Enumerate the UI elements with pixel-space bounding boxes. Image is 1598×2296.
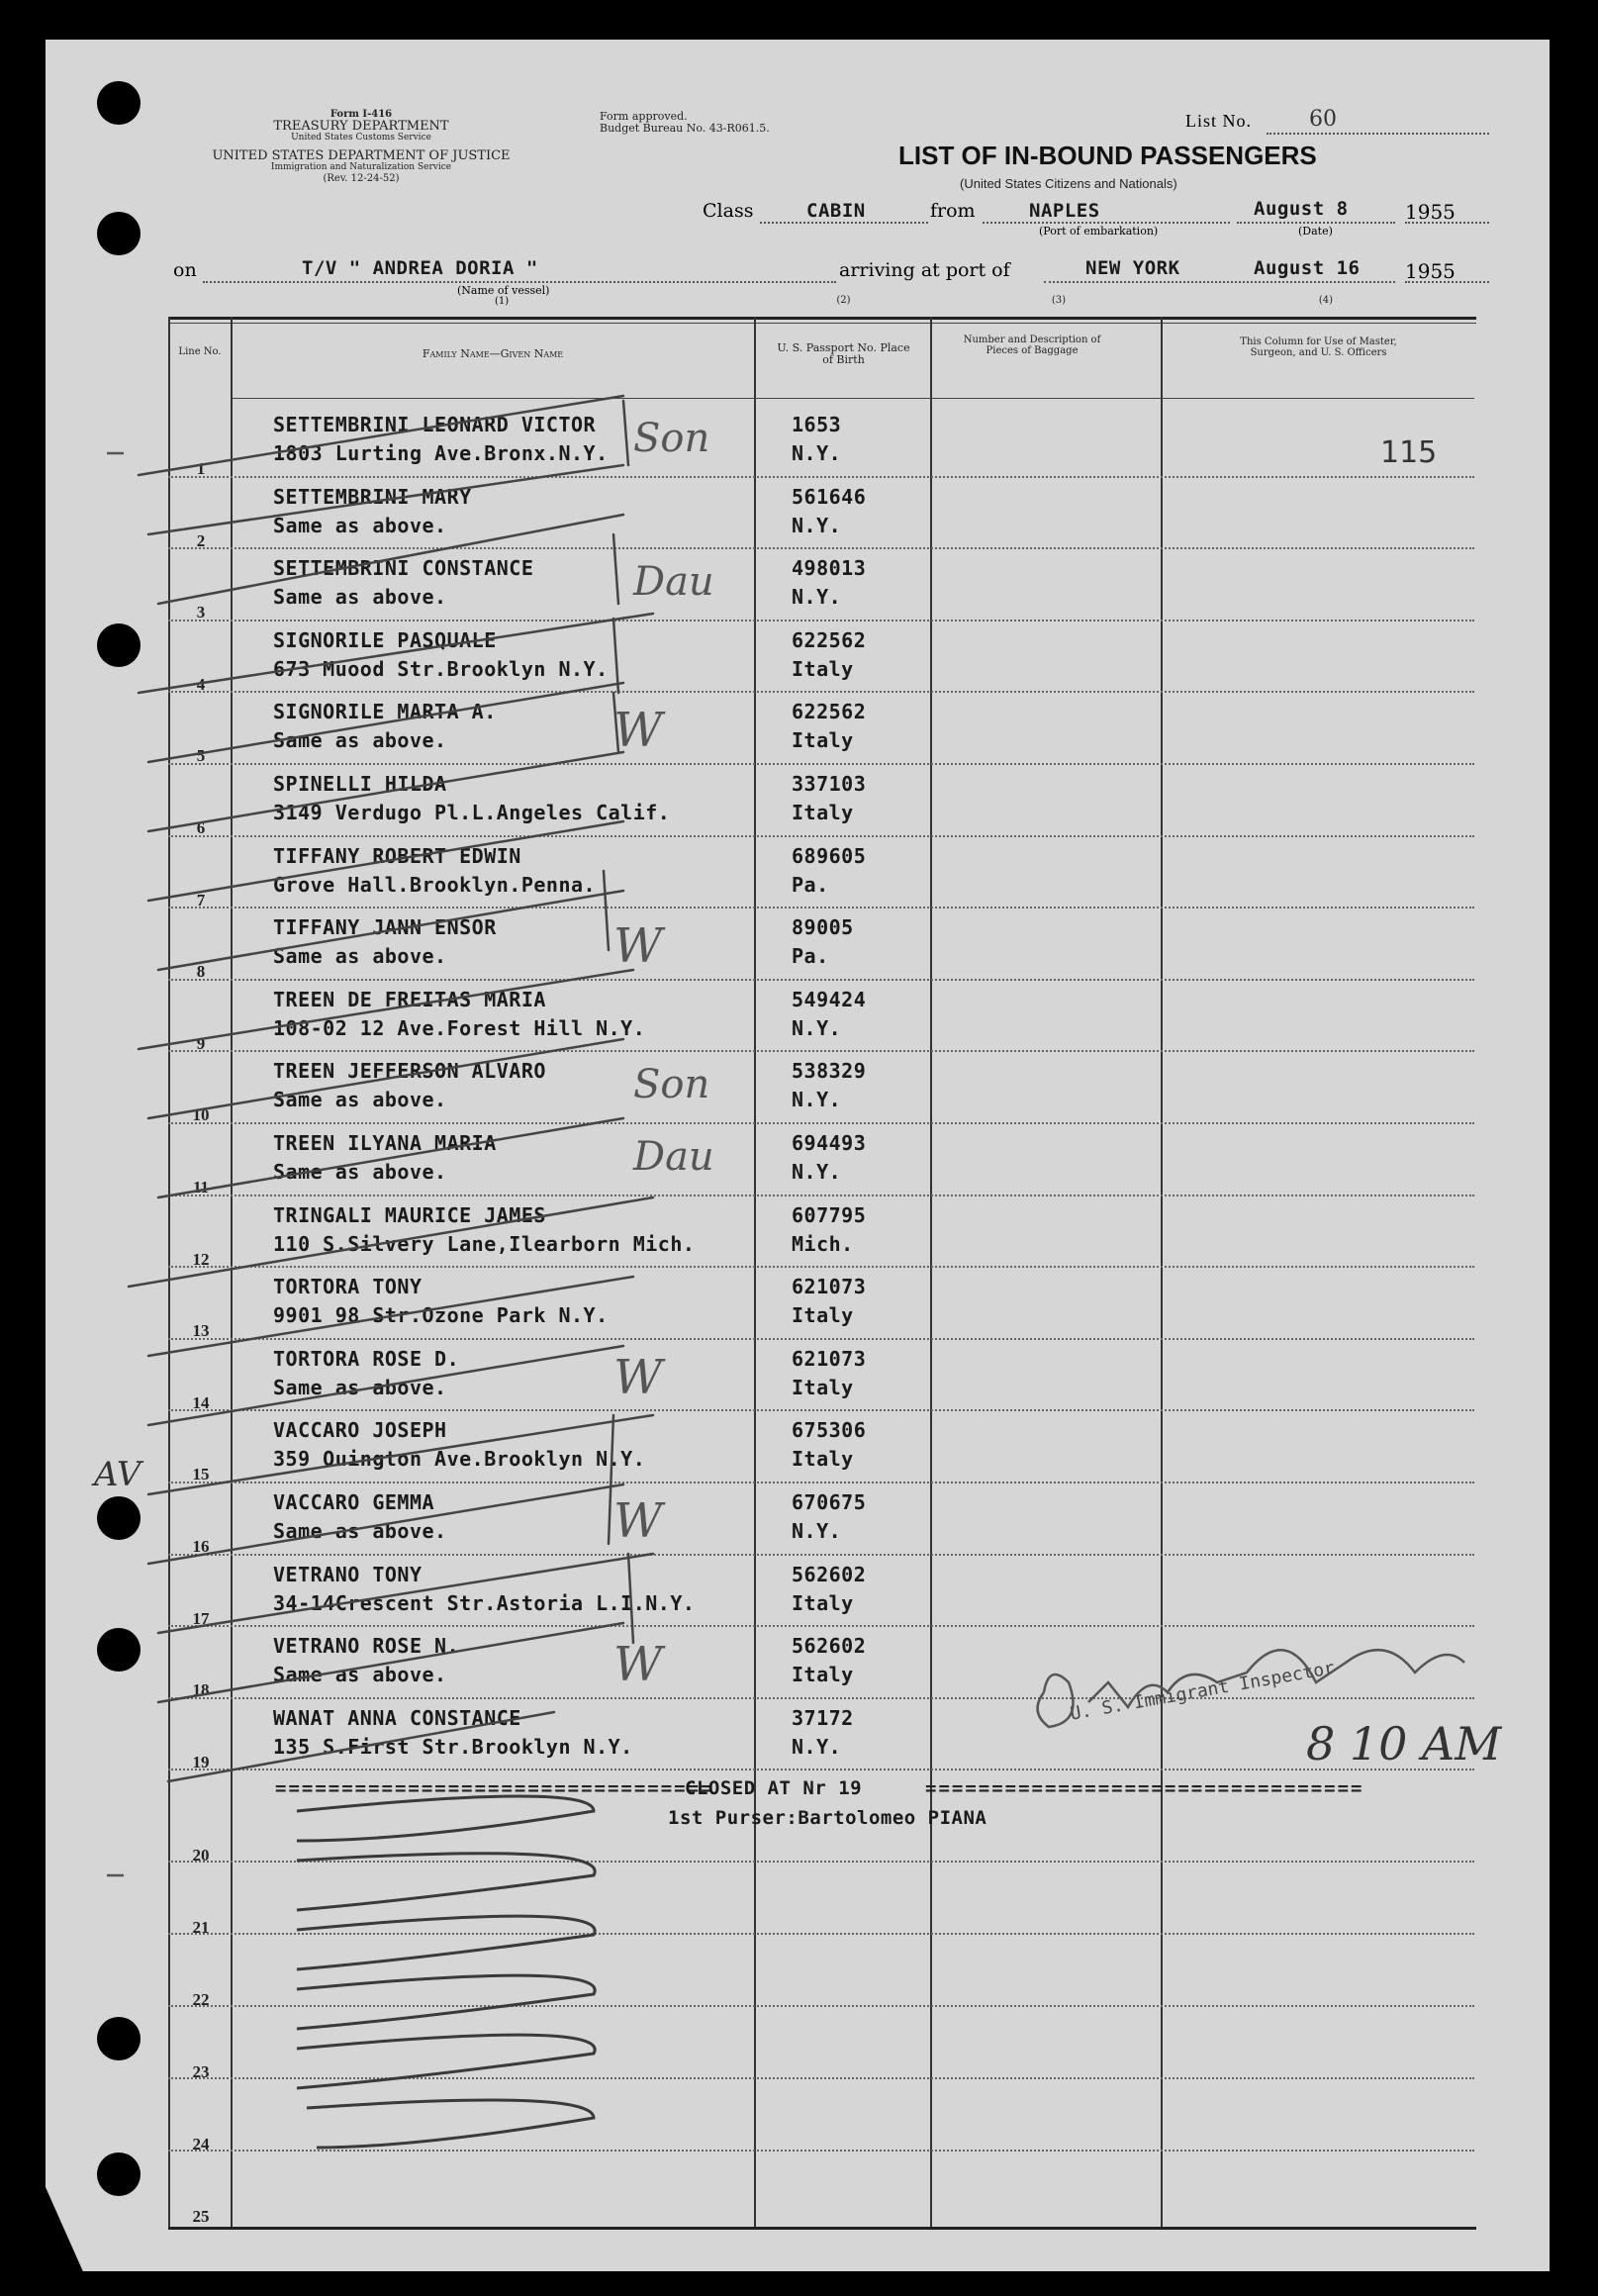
line-number: 14 xyxy=(192,1392,210,1412)
vessel-column-number: (1) xyxy=(495,296,510,307)
passenger-name: VETRANO ROSE N. xyxy=(273,1634,460,1659)
handwritten-note: Son xyxy=(633,1062,710,1108)
place-of-birth: N.Y. xyxy=(792,1519,842,1543)
passport-number: 538329 xyxy=(792,1059,867,1084)
col-header-passport: U. S. Passport No. Place of Birth xyxy=(777,341,910,367)
passport-number: 498013 xyxy=(792,556,867,581)
check-strokes xyxy=(129,396,653,1781)
place-of-birth: N.Y. xyxy=(792,585,842,610)
line-number: 9 xyxy=(196,1033,206,1053)
line-number: 3 xyxy=(196,603,206,622)
closing-rule-right: ================================= xyxy=(925,1777,1364,1799)
revision: (Rev. 12-24-52) xyxy=(323,173,400,185)
passenger-name: TREEN ILYANA MARIA xyxy=(273,1131,497,1155)
place-of-birth: Italy xyxy=(792,1663,854,1687)
line-number: 25 xyxy=(192,2207,210,2226)
line-number: 16 xyxy=(192,1537,210,1556)
passenger-name: TRINGALI MAURICE JAMES xyxy=(273,1202,546,1227)
passenger-address: Same as above. xyxy=(273,1519,447,1543)
passenger-address: Same as above. xyxy=(273,944,447,969)
passenger-address: Same as above. xyxy=(273,1375,447,1399)
closing-rule-left: ================================= xyxy=(275,1777,714,1799)
place-of-birth: Italy xyxy=(792,1447,854,1472)
handwritten-note: W xyxy=(613,1493,663,1549)
line-number: 11 xyxy=(192,1178,210,1196)
passenger-address: 108-02 12 Ave.Forest Hill N.Y. xyxy=(273,1015,646,1040)
passenger-name: SETTEMBRINI LEONARD VICTOR xyxy=(273,413,597,436)
handwritten-note: Dau xyxy=(633,1134,714,1180)
class-value: CABIN xyxy=(806,200,866,222)
passport-number: 37172 xyxy=(792,1705,854,1730)
inspector-signature xyxy=(1038,1650,1464,1727)
passport-number: 621073 xyxy=(792,1275,867,1299)
page-title: LIST OF IN-BOUND PASSENGERS xyxy=(898,141,1317,170)
col-header-officers: This Column for Use of Master, Surgeon, and U. S. Officers xyxy=(1240,336,1397,358)
passport-number: 622562 xyxy=(792,700,867,724)
passenger-address: Same as above. xyxy=(273,1663,447,1687)
line-number: 20 xyxy=(192,1846,210,1865)
col-header-baggage: Number and Description of Pieces of Baggage xyxy=(963,335,1101,356)
cancel-scribbles xyxy=(297,1796,595,2148)
place-of-birth: N.Y. xyxy=(792,513,842,537)
line-number: 1 xyxy=(196,459,206,478)
place-of-birth: Italy xyxy=(792,1375,854,1399)
doj: UNITED STATES DEPARTMENT OF JUSTICE xyxy=(212,148,511,164)
col-header-line-no: Line No. xyxy=(178,346,222,357)
list-no-value: 60 xyxy=(1309,107,1337,132)
time-annotation: 8 10 AM xyxy=(1306,1717,1502,1770)
passport-number: 621073 xyxy=(792,1346,867,1371)
passenger-address: Same as above. xyxy=(273,585,447,610)
passenger-address: 110 S.Silvery Lane,Ilearborn Mich. xyxy=(273,1231,696,1256)
handwritten-note: Dau xyxy=(633,559,714,606)
arrival-date: August 16 xyxy=(1254,257,1361,279)
passenger-name: TREEN DE FREITAS MARIA xyxy=(273,987,546,1011)
line-number: 18 xyxy=(192,1680,210,1700)
line-number: 21 xyxy=(192,1918,210,1937)
passenger-address: 673 Muood Str.Brooklyn N.Y. xyxy=(273,656,609,681)
from-label: from xyxy=(930,200,976,222)
margin-dashes xyxy=(107,453,124,1875)
passenger-address: Grove Hall.Brooklyn.Penna. xyxy=(273,872,597,897)
passenger-name: SIGNORILE MARTA A. xyxy=(273,700,497,724)
passenger-address: 34-14Crescent Str.Astoria L.I.N.Y. xyxy=(273,1590,696,1615)
passenger-name: VACCARO GEMMA xyxy=(273,1490,435,1514)
passenger-address: Same as above. xyxy=(273,513,447,537)
line-number: 2 xyxy=(196,530,206,550)
handwritten-note: W xyxy=(613,1637,663,1693)
place-of-birth: N.Y. xyxy=(792,1160,842,1184)
passport-number: 549424 xyxy=(792,987,867,1011)
place-of-birth: Italy xyxy=(792,656,854,681)
line-number: 24 xyxy=(192,2135,210,2153)
col-number-2: (2) xyxy=(836,295,851,306)
margin-mark: AV xyxy=(94,1455,141,1494)
ins: Immigration and Naturalization Service xyxy=(270,162,452,173)
form-approved: Form approved. xyxy=(600,110,688,123)
passenger-name: VACCARO JOSEPH xyxy=(273,1418,447,1443)
place-of-birth: Italy xyxy=(792,728,854,753)
customs-service: United States Customs Service xyxy=(291,133,431,144)
passenger-address: 9901 98 Str.Ozone Park N.Y. xyxy=(273,1303,609,1328)
passport-number: 89005 xyxy=(792,915,854,940)
on-label: on xyxy=(173,259,197,281)
passport-number: 1653 xyxy=(792,413,842,436)
place-of-birth: N.Y. xyxy=(792,1734,842,1759)
handwritten-note: W xyxy=(613,1349,663,1405)
list-no-label: List No. xyxy=(1185,111,1253,131)
line-number: 15 xyxy=(192,1465,210,1484)
passenger-name: SETTEMBRINI CONSTANCE xyxy=(273,556,534,581)
place-of-birth: N.Y. xyxy=(792,441,842,465)
passenger-name: TREEN JEFFERSON ALVARO xyxy=(273,1059,546,1084)
passenger-name: TIFFANY JANN ENSOR xyxy=(273,915,497,940)
vessel-name: T/V " ANDREA DORIA " xyxy=(302,257,538,279)
class-label: Class xyxy=(703,200,754,222)
passenger-name: TORTORA TONY xyxy=(273,1275,423,1299)
handwritten-note: Son xyxy=(633,416,710,461)
place-of-birth: N.Y. xyxy=(792,1088,842,1112)
place-of-birth: Pa. xyxy=(792,872,829,897)
form-number: Form I-416 xyxy=(329,109,393,120)
date-caption: (Date) xyxy=(1298,225,1333,238)
place-of-birth: Italy xyxy=(792,801,854,824)
passenger-address: 135 S.First Str.Brooklyn N.Y. xyxy=(273,1734,633,1759)
passenger-name: TIFFANY ROBERT EDWIN xyxy=(273,843,521,868)
line-number: 13 xyxy=(192,1321,210,1341)
passenger-address: Same as above. xyxy=(273,1088,447,1112)
passport-number: 562602 xyxy=(792,1634,867,1659)
place-of-birth: N.Y. xyxy=(792,1015,842,1040)
line-number: 6 xyxy=(196,818,206,837)
place-of-birth: Pa. xyxy=(792,944,829,969)
passport-number: 622562 xyxy=(792,627,867,652)
closed-note: CLOSED AT Nr 19 xyxy=(685,1777,863,1799)
place-of-birth: Italy xyxy=(792,1590,854,1615)
count-annotation: 115 xyxy=(1380,435,1438,470)
passport-number: 562602 xyxy=(792,1562,867,1586)
passenger-name: WANAT ANNA CONSTANCE xyxy=(273,1705,521,1730)
line-number: 4 xyxy=(196,674,206,694)
passenger-name: TORTORA ROSE D. xyxy=(273,1346,460,1371)
line-number: 10 xyxy=(192,1105,210,1125)
passenger-name: SETTEMBRINI MARY xyxy=(273,484,472,509)
passport-number: 689605 xyxy=(792,843,867,868)
treasury-dept: TREASURY DEPARTMENT xyxy=(273,119,449,134)
passport-number: 337103 xyxy=(792,772,867,796)
depart-year: 1955 xyxy=(1405,200,1456,224)
place-of-birth: Mich. xyxy=(792,1231,854,1256)
passenger-address: 3149 Verdugo Pl.L.Angeles Calif. xyxy=(273,801,671,824)
page-subtitle: (United States Citizens and Nationals) xyxy=(960,176,1177,191)
line-number: 22 xyxy=(192,1990,210,2009)
passenger-address: 1803 Lurting Ave.Bronx.N.Y. xyxy=(273,441,609,465)
line-number: 5 xyxy=(196,746,206,766)
passenger-address: Same as above. xyxy=(273,728,447,753)
passport-number: 694493 xyxy=(792,1131,867,1155)
purser: 1st Purser:Bartolomeo PIANA xyxy=(668,1807,987,1829)
col-number-4: (4) xyxy=(1318,295,1334,306)
col-header-family-name: Family Name—Given Name xyxy=(422,347,564,360)
passenger-name: VETRANO TONY xyxy=(273,1562,423,1586)
passenger-address: 359 Ouington Ave.Brooklyn N.Y. xyxy=(273,1447,646,1472)
line-number: 12 xyxy=(192,1249,210,1269)
col-number-3: (3) xyxy=(1051,295,1067,306)
line-number: 8 xyxy=(196,962,206,982)
passenger-name: SIGNORILE PASQUALE xyxy=(273,627,497,652)
arriving-label: arriving at port of xyxy=(839,259,1010,281)
inspector-title: U. S. Immigrant Inspector xyxy=(1069,1657,1337,1725)
passport-number: 675306 xyxy=(792,1418,867,1443)
budget-bureau: Budget Bureau No. 43-R061.5. xyxy=(600,122,770,136)
line-number: 23 xyxy=(192,2062,210,2081)
vessel-caption: (Name of vessel) xyxy=(457,284,550,297)
arrival-year: 1955 xyxy=(1405,259,1456,283)
port-caption: (Port of embarkation) xyxy=(1039,225,1159,238)
from-value: NAPLES xyxy=(1029,200,1100,222)
depart-date: August 8 xyxy=(1254,198,1349,220)
place-of-birth: Italy xyxy=(792,1303,854,1328)
passenger-address: Same as above. xyxy=(273,1160,447,1184)
line-number: 7 xyxy=(196,890,206,909)
line-number: 17 xyxy=(192,1608,210,1628)
passport-number: 607795 xyxy=(792,1202,867,1227)
line-number: 19 xyxy=(192,1752,210,1771)
arrival-port: NEW YORK xyxy=(1085,257,1180,279)
handwritten-note: W xyxy=(613,703,663,759)
passport-number: 561646 xyxy=(792,484,867,509)
passport-number: 670675 xyxy=(792,1490,867,1514)
handwritten-note: W xyxy=(613,918,663,975)
passenger-name: SPINELLI HILDA xyxy=(273,772,447,796)
